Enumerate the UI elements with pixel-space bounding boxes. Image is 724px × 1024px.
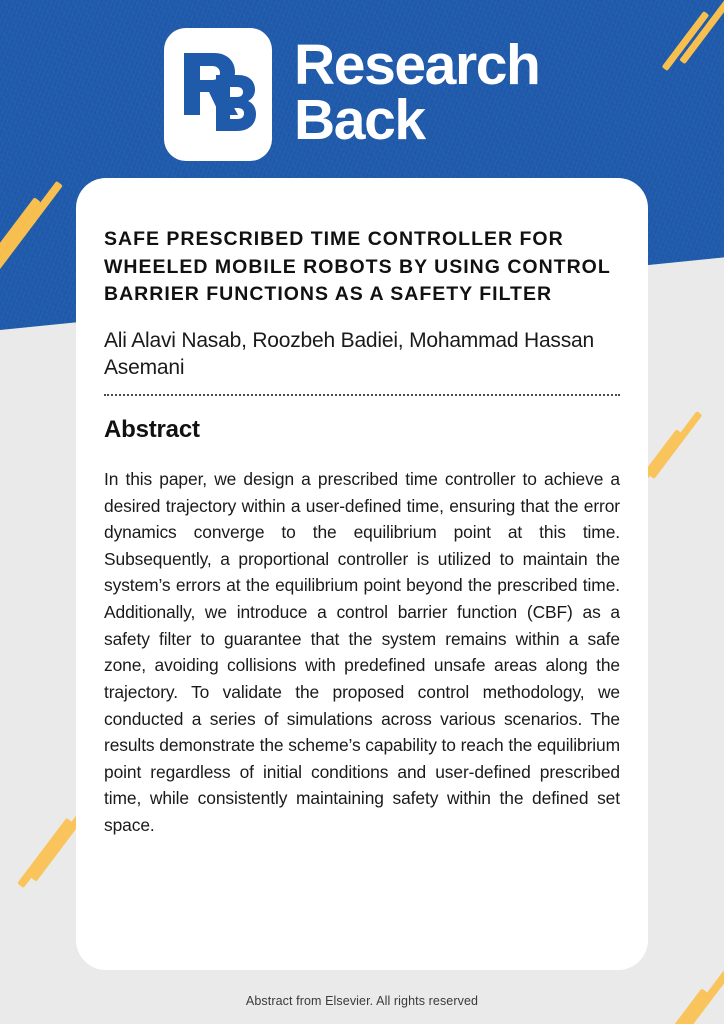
abstract-text: In this paper, we design a prescribed time controller to achieve a desired trajectory within a user-defined time, ensuring that the error dynamics converge to the equilibrium point at this time. Subsequently, a proportional controller is utilized to maintain the system’s errors at the equilibrium point beyond the prescribed time. Additionally, we introduce a control barrier function (CBF) as a safety filter to guarantee that the system remains within a safe zone, avoiding collisions with predefined unsafe areas along the trajectory. To validate the proposed control methodology, we conducted a series of simulations across various scenarios. The results demonstrate the scheme’s capability to reach the equilibrium point regardless of initial conditions and user-defined prescribed time, while consistently maintaining safety within the defined set space. [104,468,620,836]
brand-name-line-1: Research [294,33,540,98]
brand-logo-lockup[interactable] [164,28,539,161]
brand-wordmark [294,33,540,152]
rb-monogram-icon [164,28,272,161]
abstract-heading: Abstract [104,415,200,443]
footer-credit: Abstract from Elsevier. All rights reserved [245,994,479,1008]
decorative-stripe-right-1 [649,411,703,479]
page-title: SAFE PRESCRIBED TIME CONTROLLER FOR WHEELED MOBILE ROBOTS BY USING CONTROL BARRIER FUNCTIONS AS A SAFETY FILTER [104,228,611,306]
brand-name-line-2: Back [294,87,425,152]
author-list: Ali Alavi Nasab, Roozbeh Badiei, Mohammad Hassan Asemani [104,329,594,379]
abstract-card [76,178,648,970]
decorative-stripe-bottom-left-2 [17,818,73,888]
section-divider [104,394,620,396]
